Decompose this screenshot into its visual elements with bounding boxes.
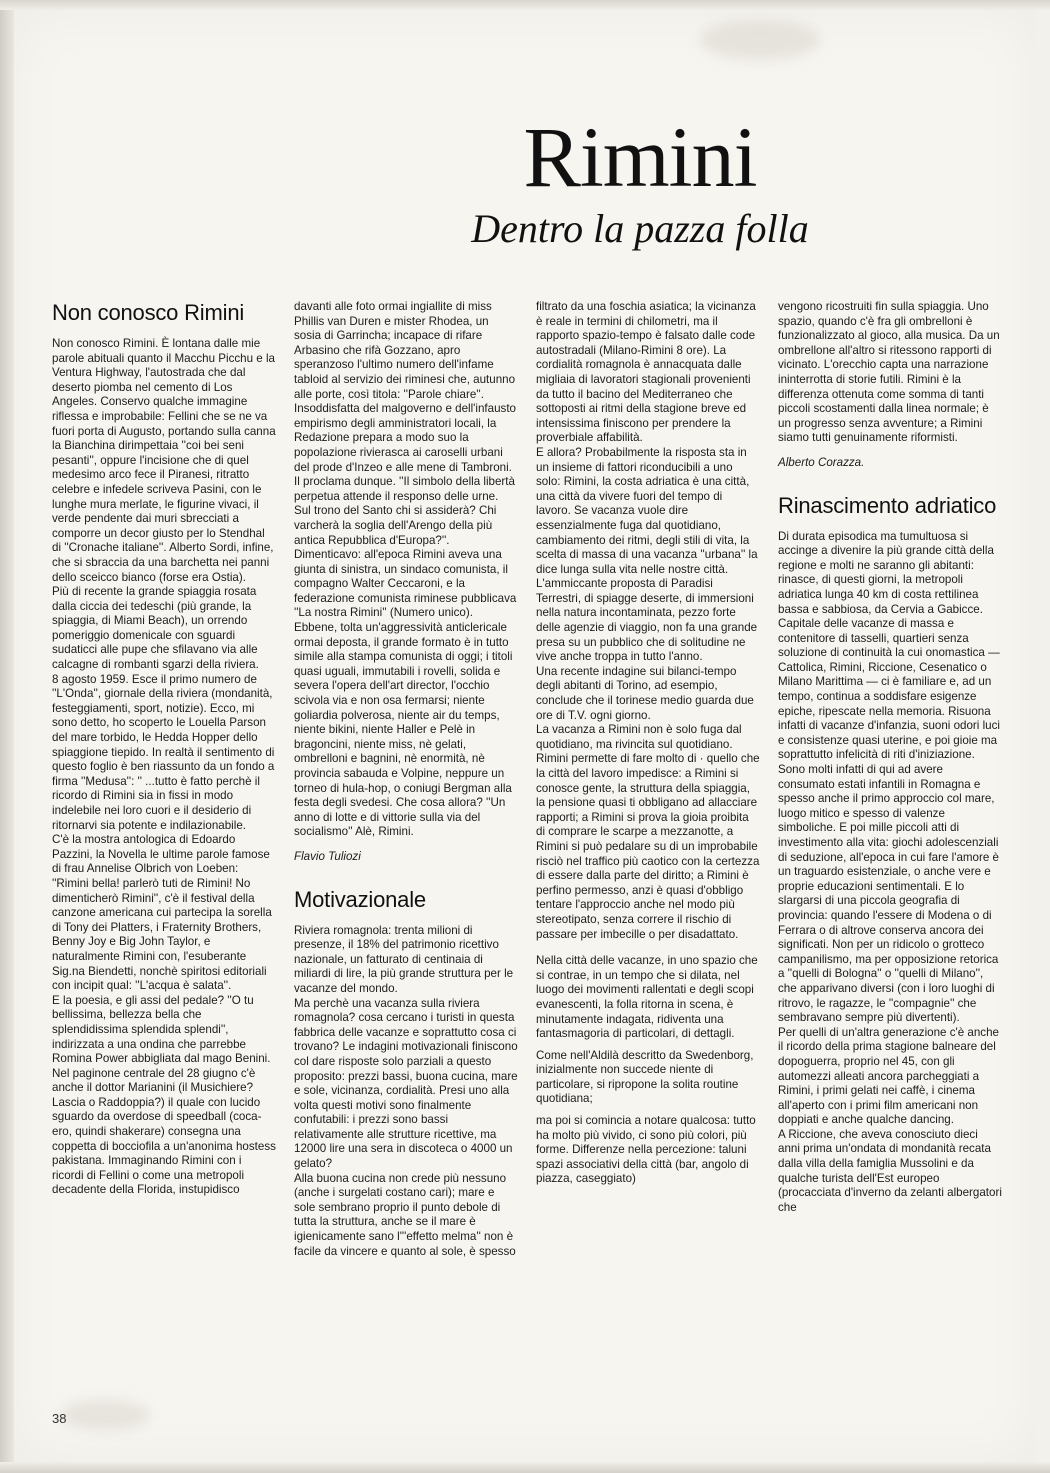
section-heading-non-conosco-rimini: Non conosco Rimini (52, 300, 245, 325)
paragraph: L'ammiccante proposta di Paradisi Terrestri, di spiagge deserte, di immersioni nella natura incontaminata, pezzo forte delle agenzie di viaggio, non fa una grande presa su un pubblico che di solitudine ne vive anche troppa in tutto l'anno. (536, 577, 758, 664)
page-subtitle: Dentro la pazza folla (471, 206, 809, 252)
paragraph: Nella città delle vacanze, in uno spazio che si contrae, in un tempo che si dilata, nel luogo dei movimenti rallentati e degli scopi evanescenti, la folla ritorna in scena, è minutamente indagata, ridiventa una fantasmagoria di particolari, di dettagli. (536, 954, 758, 1041)
paragraph-spacer (536, 942, 760, 954)
paragraph: E la poesia, e gli assi del pedale? ''O tu bellissima, bellezza bella che splendidissima splendida splendi'', indirizzata a una ondina che parrebbe Romina Power abbigliata dal mago Benini. Nel paginone centrale del 28 giugno c'è anche il dottor Marianini (il Musichiere? Lascia o Raddoppia?) il quale con lucido sguardo da overdose di speedball (coca-ero, quindi shakerare) consegna una coppetta di bocciofila a un'anonima hostess pakistana. Immaginando Rimini con i ricordi di Fellini o come una metropoli decadente della Florida, instupidisco (52, 993, 276, 1197)
section-heading-motivazionale: Motivazionale (294, 886, 426, 912)
article-columns (52, 300, 1002, 1259)
paragraph: Ma perchè una vacanza sulla riviera romagnola? cosa cercano i turisti in questa fabbrica delle vacanze e soprattutto cosa ci trovano? Le indagini motivazionali finiscono col dare risposte solo parziali a questo proposito: prezzi bassi, buona cucina, mare e sole, vicinanza, cordialità. Presi uno alla volta questi motivi sono finalmente confutabili: i prezzi sono bassi relativamente alle strutture ricettive, ma 12000 lire una sera in discoteca o 4000 un gelato? (294, 996, 518, 1171)
paragraph: 8 agosto 1959. Esce il primo numero de ''L'Onda'', giornale della riviera (mondanità, festeggiamenti, sport, notizie). Ecco, mi sono detto, ho scoperto le Louella Parson del mare torbido, le Hedda Hopper dello spiaggione tiepido. In realtà il sentimento di questo foglio è ben riassunto da un fondo a firma ''Medusa'': '' ...tutto è fatto perchè il ricordo di Rimini sia in fissi in modo indelebile nei loro cuori e il desiderio di ritornarvi sia potente e indilazionabile. (52, 672, 275, 832)
paper-smudge (60, 1400, 150, 1430)
section-heading-rinascimento-adriatico: Rinascimento adriatico (778, 492, 997, 518)
paragraph: La vacanza a Rimini non è solo fuga dal quotidiano, ma rivincita sul quotidiano. (536, 723, 742, 751)
paragraph: vengono ricostruiti fin sulla spiaggia. Uno spazio, quando c'è fra gli ombrelloni è funzionalizzato al gioco, alla musica. Da un ombrellone all'altro si ritessono rapporti di vicinato. L'orecchio capta una narrazione ininterrotta di storie futili. Rimini è la differenza ottenuta come somma di tanti piccoli scostamenti dalla linea normale; è un progresso senza avventure; a Rimini siamo tutti genuinamente riformisti. (778, 300, 1000, 445)
scan-edge-left (0, 0, 14, 1473)
paragraph: ma poi si comincia a notare qualcosa: tutto ha molto più vivido, ci sono più colori, più forme. Differenze nella percezione: taluni spazi associativi della città (bar, angolo di piazza, caseggiato) (536, 1114, 756, 1186)
column-4 (778, 300, 1002, 1259)
paper-smudge (700, 20, 820, 60)
paragraph: Alla buona cucina non crede più nessuno (anche i surgelati costano cari); mare e sole sembrano proprio il punto debole di tutta la struttura, anche se il mare è igienicamente sano l'''effetto melma'' non è facile da vincere e quanto al sole, è spesso (294, 1171, 516, 1258)
paragraph: Riviera romagnola: trenta milioni di presenze, il 18% del patrimonio ricettivo nazionale, un fatturato di centinaia di miliardi di lire, la più grande struttura per le vacanze del mondo. (294, 923, 514, 995)
paragraph: Come nell'Aldilà descritto da Swedenborg, inizialmente non succede niente di particolare, si ripropone la solita routine quotidiana; (536, 1048, 754, 1106)
paragraph: davanti alle foto ormai ingiallite di miss Phillis van Duren e mister Rhodea, un sosia di Garrincha; incapace di rifare Arbasino che rifà Gozzano, apro speranzoso l'ultimo numero dell'infame tabloid al servizio dei riminesi che, autunno alle porte, così titola: ''Parole chiare''. (294, 300, 516, 401)
column-3 (536, 300, 760, 1259)
masthead (320, 109, 960, 252)
byline-alberto-corazza: Alberto Corazza. (778, 455, 865, 469)
paragraph: filtrato da una foschia asiatica; la vicinanza è reale in termini di chilometri, ma il rapporto spazio-tempo è falsato dalle code autostradali (Milano-Rimini 8 ore). La cordialità romagnola è annacquata dalle migliaia di lavoratori stagionali provenienti da tutto il bacino del Mediterraneo che sottoposti ai ritmi della stagione breve ed intensissima finiscono per prendere la proverbiale affabilità. (536, 300, 756, 445)
scan-edge-bottom (0, 1462, 1050, 1473)
scan-edge-top (0, 0, 1050, 10)
paragraph: Per quelli di un'altra generazione c'è anche il ricordo della prima stagione balneare del dopoguerra, proprio nel 45, con gli automezzi alleati ancora parcheggiati a Rimini, i primi gelati nei caffè, i cinema all'aperto con i primi film americani non doppiati e anche qualche dancing. (778, 1025, 999, 1127)
paragraph-spacer (536, 1042, 760, 1049)
byline-flavio-tuliozi: Flavio Tuliozi (294, 849, 361, 863)
paragraph: Rimini permette di fare molto di · quello che la città del lavoro impedisce: a Rimini si conosce gente, la struttura della spiaggia, la pensione quasi ti obbligano ad allacciare rapporti; a Rimini si prova la gioia proibita di comprare le scarpe a mezzanotte, a Rimini si può pedalare su di un improbabile risciò nel traffico più caotico con la certezza di essere dalla parte del diritto; a Rimini è perfino permesso, anzi è quasi d'obbligo tentare l'approccio anche nel modo più stereotipato, senza correre il rischio di passare per imbecille o per disadattato. (536, 752, 760, 941)
column-1 (52, 300, 276, 1259)
paragraph: Insoddisfatta del malgoverno e dell'infausto empirismo degli amministratori locali, la Redazione prepara a modo suo la popolazione rivierasca ai caroselli urbani del prode d'Inzeo e alle mene di Tambroni. Il proclama dunque. ''Il simbolo della libertà perpetua attende il responso delle urne. Sul trono del Santo chi si assiderà? Chi varcherà la soglia dell'Arengo della più antica Repubblica d'Europa?''. Dimenticavo: all'epoca Rimini aveva una giunta di sinistra, un sindaco comunista, il compagno Walter Ceccaroni, e la federazione comunista riminese pubblicava ''La nostra Rimini'' (Numero unico). Ebbene, tolta un'aggressività anticlericale ormai deposta, il grande formato è in tutto simile alla stampa comunista di oggi; i titoli quasi uguali, immutabili i rovelli, solida e severa l'opera dell'art director, l'occhio scivola via e non osa fermarsi; niente goliardia polverosa, niente air du temps, niente bikini, niente Haller e Pelè in bragoncini, niente miss, nè gelati, ombrelloni e bagnini, nè enormità, nè provincia sabauda e Volpine, neppure un torneo di hula-hop, o coniugi Bergman alla festa degli svedesi. Che cosa allora? ''Un anno di lotte e di vittorie sulla via del socialismo'' Alè, Rimini. (294, 402, 517, 839)
paragraph: A Riccione, che aveva conosciuto dieci anni prima un'ondata di mondanità recata dalla villa della famiglia Mussolini e da qualche turista dell'Est europeo (procacciata d'inverno da zelanti albergatori che (778, 1127, 1002, 1214)
page-title: Rimini (523, 109, 757, 205)
paragraph: Non conosco Rimini. È lontana dalle mie parole abituali quanto il Macchu Picchu e la Ventura Highway, l'autostrada che dal deserto piomba nel cemento di Los Angeles. Conservo qualche immagine riflessa e improbabile: Fellini che se ne va fuori porta di Augusto, portando sulla canna la Bianchina dirimpettaia ''coi bei seni pesanti'', oppure l'incisione che di quel medesimo arco fece il Piranesi, ritratto celebre e infedele scriveva Pasini, con le lunghe mura merlate, le figurine vivaci, il verde pendente dai muri sbrecciati a comporre un decor giusto per lo Stendhal di ''Cronache italiane''. Alberto Sordi, infine, che si sbraccia da una barchetta nei panni dello sceicco bianco (forse era Ostia). (52, 337, 276, 584)
column-2 (294, 300, 518, 1259)
paragraph-spacer (536, 1107, 760, 1114)
paragraph: C'è la mostra antologica di Edoardo Pazzini, la Novella le ultime parole famose di frau Annelise Olbrich von Loeben: ''Rimini bella! parlerò tuti de Rimini! No dimenticherò Rimini'', c'è il festival della canzone americana cui partecipa la sorella di Tony dei Platters, i Fraternity Brothers, Benny Joy e Big John Taylor, e naturalmente Rimini con, l'esuberante Sig.na Biendetti, nonchè spiritosi editoriali con incipit qual: ''L'acqua è salata''. (52, 833, 272, 993)
paragraph: Di durata episodica ma tumultuosa si accinge a divenire la più grande città della regione e molti ne saranno gli abitanti: rinasce, di questi giorni, la metropoli adriatica lunga 40 km di costa rettilinea bassa e sabbiosa, da Cervia a Gabicce. Capitale delle vacanze di massa e contenitore di tasselli, quartieri senza soluzione di continuità la cui onomastica — Cattolica, Rimini, Riccione, Cesenatico o Milano Marittima — ci è familiare e, ad un tempo, continua a soddisfare esigenze epiche, ripescate nella memoria. Risuona infatti di vacanze d'infanzia, suoni odori luci e consistenze quasi uterine, e poi gioie ma soprattutto infelicità di riti d'iniziazione. Sono molti infatti di qui ad avere consumato estati infantili in Romagna e spesso anche il primo approccio col mare, luogo mitico e spesso di valenze simboliche. E poi mille piccoli atti di investimento alla vita: giochi adolescenziali di seduzione, all'epoca in cui fare l'amore è un traguardo esistenziale, o anche vere e proprie educazioni sentimentali. E lo slargarsi di una piccola geografia di provincia: quando l'essere di Modena o di Ferrara o di altrove conserva ancora dei significati. Non per un ridicolo o grotteco campanilismo, ma per opposizione retorica a ''quelli di Bologna'' o ''quelli di Milano'', che apparivano diversi (con i loro luoghi di ritrovo, le ragazze, le ''compagnie'' che sembravano sempre più divertenti). (778, 529, 1000, 1025)
page-number: 38 (52, 1411, 67, 1426)
paragraph: E allora? Probabilmente la risposta sta in un insieme di fattori riconducibili a uno solo: Rimini, la costa adriatica è una città, una città da vivere fuori del tempo di lavoro. Se vacanza vuole dire essenzialmente fuga dal quotidiano, cambiamento dei ritmi, degli stili di vita, la scelta di massa di una vacanza ''urbana'' la dice lunga sulla vita nelle nostre città. (536, 445, 758, 576)
paragraph: Più di recente la grande spiaggia rosata dalla ciccia dei tedeschi (più grande, la spiaggia, di Miami Beach), un orrendo pomeriggio domenicale con sguardi sudaticci alle pupe che sfilavano via alle calcagne di rombanti sgarzi della riviera. (52, 585, 259, 672)
paragraph: Una recente indagine sui bilanci-tempo degli abitanti di Torino, ad esempio, conclude che il torinese medio guarda due ore di T.V. ogni giorno. (536, 664, 754, 722)
